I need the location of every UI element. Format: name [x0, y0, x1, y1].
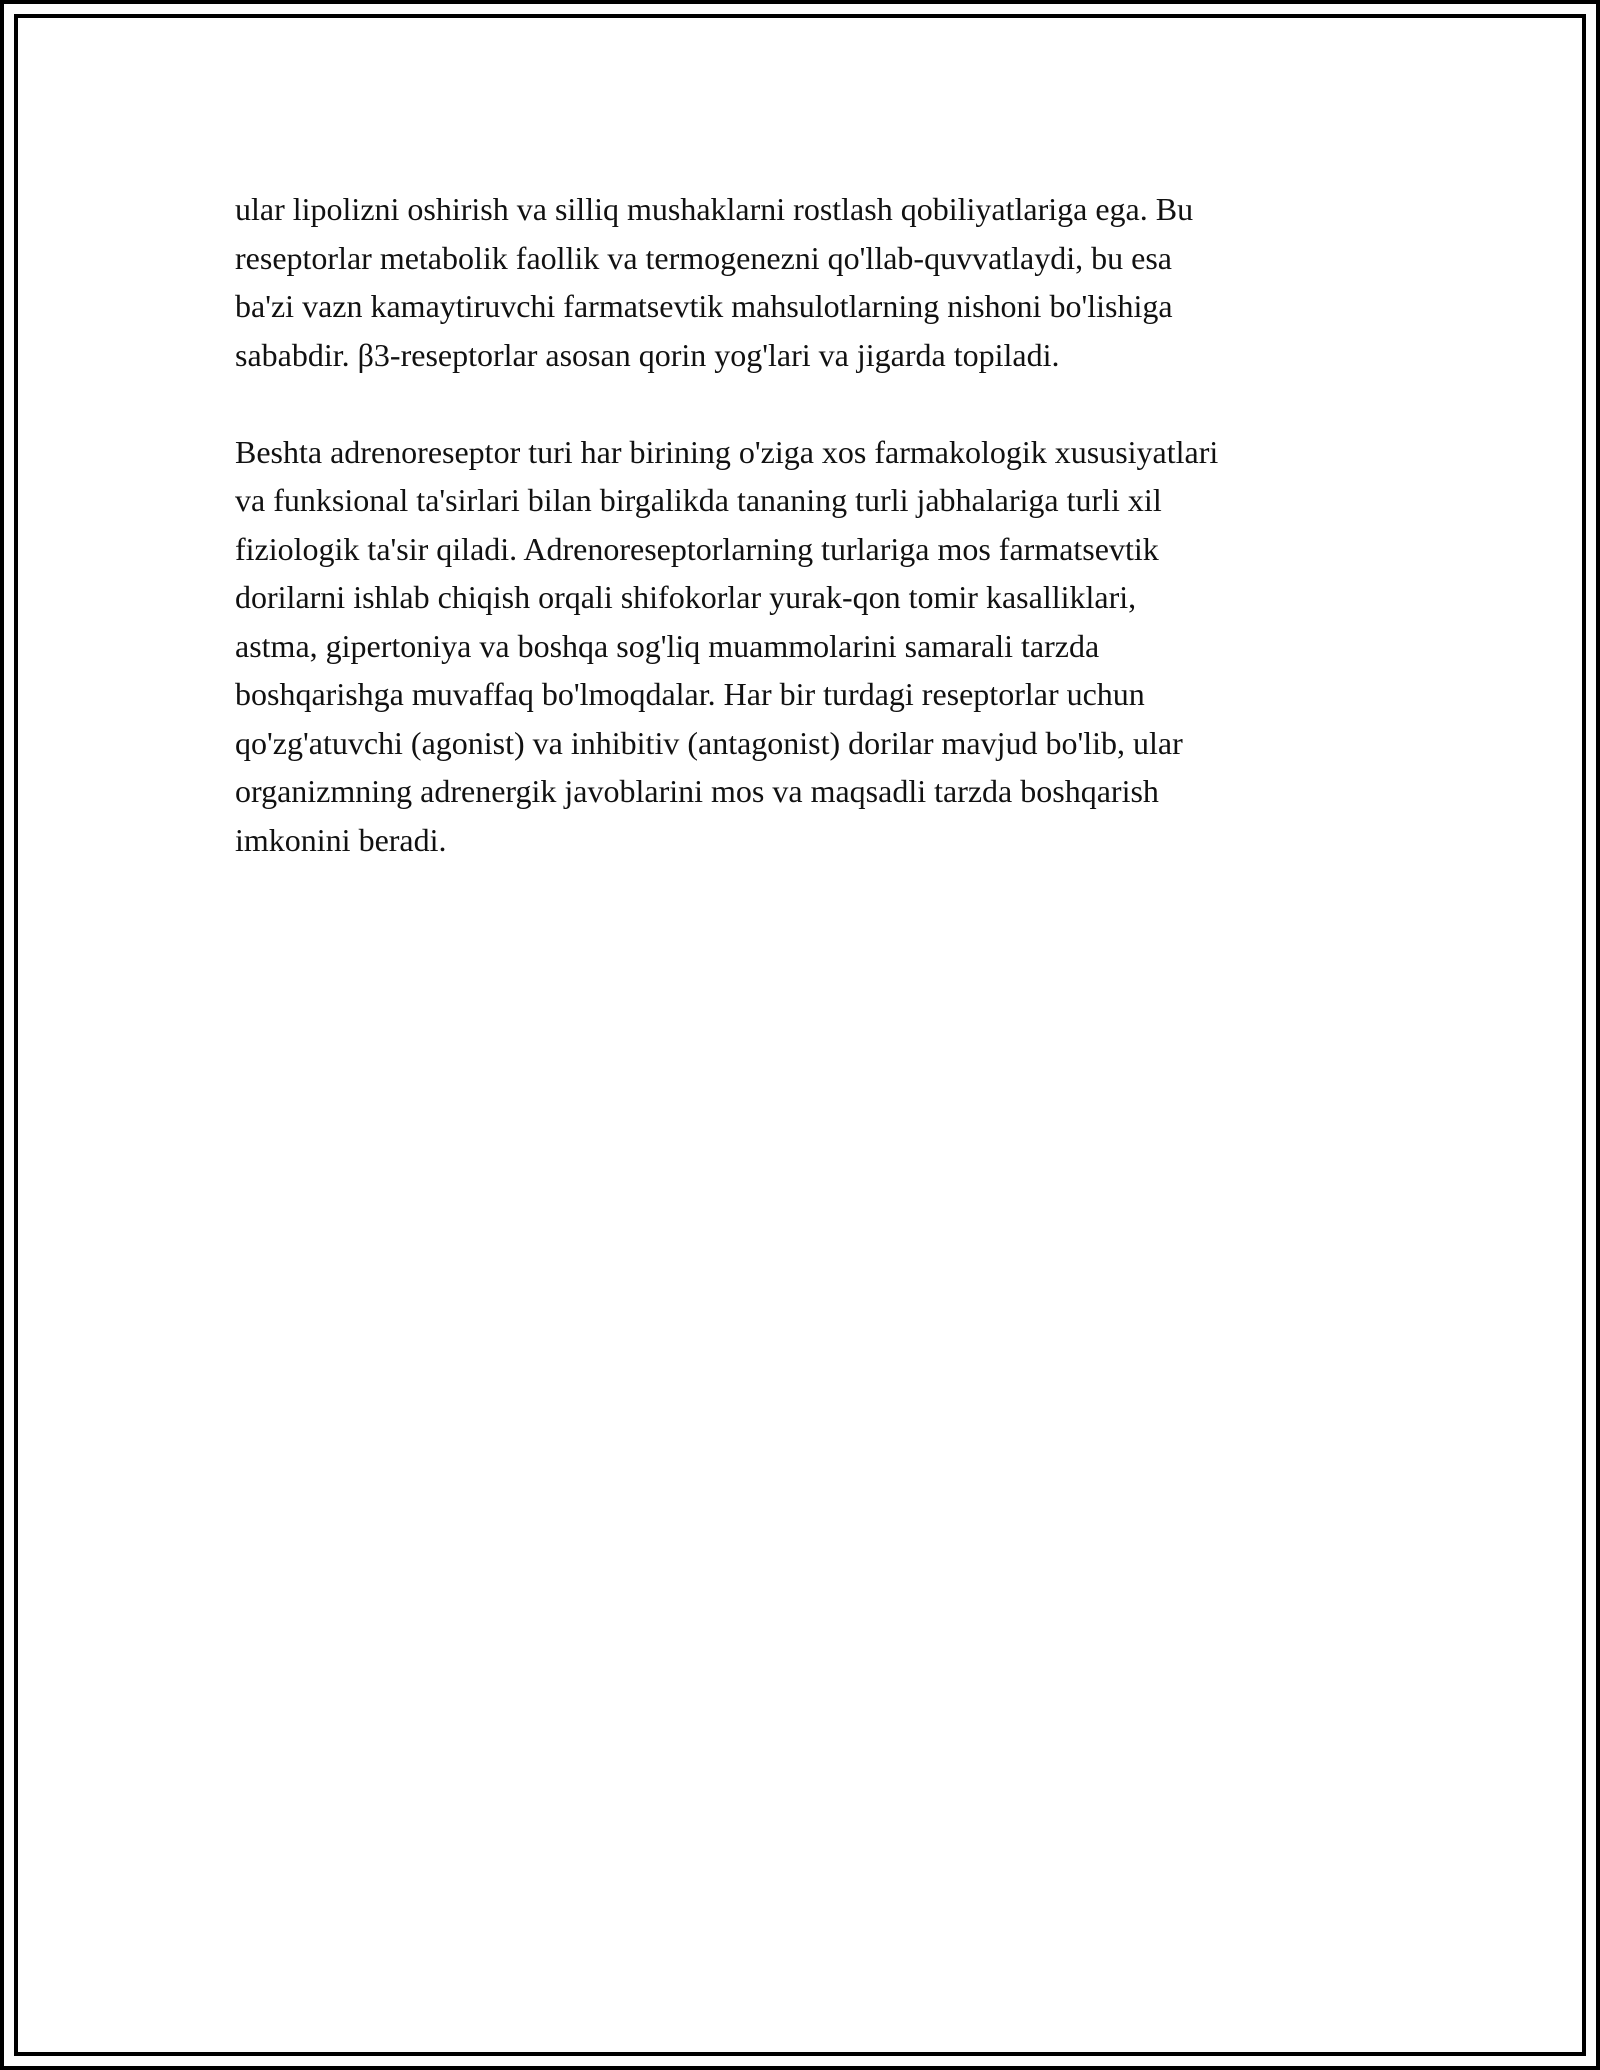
- paragraph-beta3-receptors: ular lipolizni oshirish va silliq mushaklarni rostlash qobiliyatlariga ega. Bu reseptorlar metabolik faollik va termogenezni qo'llab-quvvatlaydi, bu esa ba'zi vazn kamaytiruvchi farmatsevtik mahsulotlarning nishoni bo'lishiga sababdir. β3-reseptorlar asosan qorin yog'lari va jigarda topiladi.: [235, 191, 1194, 373]
- paragraph-receptor-summary: Beshta adrenoreseptor turi har birining o'ziga xos farmakologik xususiyatlari va funksional ta'sirlari bilan birgalikda tananing turli jabhalariga turli xil fiziologik ta'sir qiladi. Adrenoreseptorlarning turlariga mos farmatsevtik dorilarni ishlab chiqish orqali shifokorlar yurak-qon tomir kasalliklari, astma, gipertoniya va boshqa sog'liq muammolarini samarali tarzda boshqarishga muvaffaq bo'lmoqdalar. Har bir turdagi reseptorlar uchun qo'zg'atuvchi (agonist) va inhibitiv (antagonist) dorilar mavjud bo'lib, ular organizmning adrenergik javoblarini mos va maqsadli tarzda boshqarish imkonini beradi.: [235, 433, 1219, 858]
- document-body: [235, 185, 1395, 864]
